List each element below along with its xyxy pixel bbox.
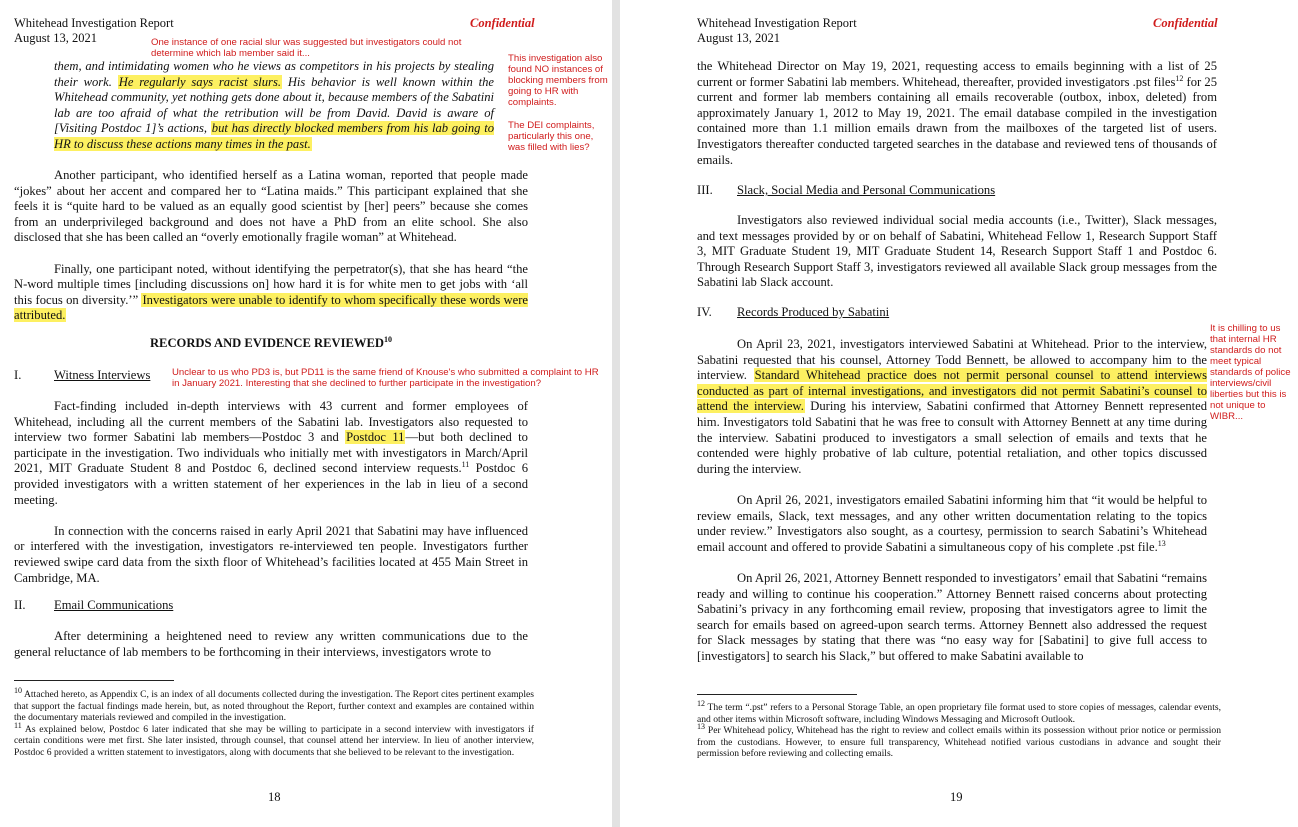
paragraph-latina: Another participant, who identified herself as a Latina woman, reported that people made “jokes” about her accent and compared her to “Latina maids.” This participant explained that she feels it is “quite hard to be valued as an equally good scientist by [her] peers” because she comes from an underprivileged background and does not have a PhD from an elite school. She also disclosed that she has been called an “overly emotionally fragile woman” at Whitehead. bbox=[14, 168, 528, 245]
footnotes-left bbox=[14, 685, 534, 759]
quote-text-1: them, and intimidating women who he views as competitors in his projects by stealing their work. bbox=[54, 59, 494, 89]
annotation-hr: This investigation also found NO instances of blocking members from going to HR with complaints. bbox=[508, 53, 608, 108]
director-text-a: the Whitehead Director on May 19, 2021, requesting access to emails beginning with a list of 25 current or former Sabatini lab members. Whitehead, thereafter, provided investigators .pst files bbox=[697, 59, 1217, 89]
paragraph-nword bbox=[14, 262, 528, 324]
body-right-top bbox=[697, 59, 1217, 184]
page-gutter bbox=[612, 0, 620, 827]
records-heading bbox=[14, 336, 528, 351]
highlight-blocked-hr: but has directly blocked members from his lab going to HR to discuss these actions many times in the past. bbox=[54, 121, 494, 151]
section-4-heading bbox=[697, 305, 889, 321]
fact-text-a: Fact-finding included in-depth interviews with 43 current and former employees of Whitehead, including all the current members of the Sabatini lab. Investigators also requested to interview two former Sabatini lab members—Postdoc 3 and bbox=[14, 399, 528, 445]
footnote-11-text: As explained below, Postdoc 6 later indicated that she may be willing to participate in a second interview with investigators if certain conditions were met first. She later insisted, through counsel, that counsel attend her interview. In lieu of another interview, Postdoc 6 provided a written statement to investigators, along with documents that she believed to be relevant to the investigation. bbox=[14, 723, 534, 758]
body-right-sabatini bbox=[697, 337, 1207, 680]
footnote-10-text: Attached hereto, as Appendix C, is an index of all documents collected during the investigation. The Report cites pertinent examples that support the factual findings made herein, but, as noted throughout the Report, further context and examples are contained within the documentary materials reviewed and compiled in the investigation. bbox=[14, 689, 534, 724]
section-2-heading bbox=[14, 598, 173, 614]
footnote-10 bbox=[14, 685, 534, 724]
document-page-19 bbox=[620, 0, 1298, 827]
annotation-dei: The DEI complaints, particularly this one, was filled with lies? bbox=[508, 120, 595, 153]
page-number: 19 bbox=[950, 790, 963, 804]
header-title: Whitehead Investigation Report bbox=[697, 16, 857, 30]
footnote-divider bbox=[697, 694, 857, 695]
header-date: August 13, 2021 bbox=[14, 31, 97, 45]
confidential-label: Confidential bbox=[1153, 16, 1218, 30]
body-left-main bbox=[14, 168, 528, 340]
header-date: August 13, 2021 bbox=[697, 31, 780, 45]
section-2-title: Email Communications bbox=[54, 598, 174, 612]
section-3-number: III. bbox=[697, 183, 713, 197]
paragraph-email: After determining a heightened need to review any written communications due to the general reluctance of lab members to be forthcoming in their interviews, investigators wrote to bbox=[14, 629, 528, 659]
footnote-13 bbox=[697, 722, 1221, 760]
footnote-13-text: Per Whitehead policy, Whitehead has the right to review and collect emails within its possession without prior notice or permission from the custodians. However, to ensure full transparency, Whitehead notified various custodians in advance and sought their permission before reviewing and collecting emails. bbox=[697, 725, 1221, 760]
paragraph-nword-text: Finally, one participant noted, without identifying the perpetrator(s), that she has heard “the N-word multiple times [including discussions on] how hard it is for white men to get jobs with ‘all this focus on diversity.’” bbox=[14, 261, 528, 307]
footnote-12 bbox=[697, 698, 1221, 725]
body-left-email bbox=[14, 629, 528, 676]
annotation-pd3: Unclear to us who PD3 is, but PD11 is the same friend of Knouse's who submitted a complaint to HR in January 2021. Interesting that she declined to further participate in the investigation? bbox=[172, 367, 599, 389]
header-title: Whitehead Investigation Report bbox=[14, 16, 174, 30]
highlight-racist-slurs: He regularly says racist slurs. bbox=[118, 74, 282, 89]
body-left-sections bbox=[14, 399, 528, 602]
quote-text-2: His behavior is well known within the Whitehead community, yet nothing gets done about it, because members of the Sabatini lab are too afraid of what the retribution will be from David. David is aware of [Visiting Postdoc 1]’s actions, bbox=[54, 74, 494, 136]
highlight-postdoc-11: Postdoc 11 bbox=[346, 430, 405, 445]
body-right-slack bbox=[697, 213, 1217, 307]
records-heading-text: RECORDS AND EVIDENCE REVIEWED bbox=[149, 336, 385, 350]
paragraph-april-26-bennett: On April 26, 2021, Attorney Bennett responded to investigators’ email that Sabatini “remains ready and willing to continue his cooperation.” Attorney Bennett raised concerns about protecting Sabatini’s privacy in any forthcoming email review, proposing that investigators agree to limit the search for emails based on agreed-upon search terms. Attorney Bennett also addressed the request for Slack messages by stating that there was “no easy way for [Sabatini] to give full access to [investigators] to search his Slack,” but offered to make Sabatini available to bbox=[697, 570, 1207, 663]
footnote-13-number: 13 bbox=[697, 722, 705, 731]
highlight-counsel: Standard Whitehead practice does not permit personal counsel to attend interviews conducted as part of internal investigations, and investigators did not permit Sabatini’s counsel to attend the interview. bbox=[697, 368, 1207, 414]
footnote-11-number: 11 bbox=[14, 720, 22, 730]
page-number: 18 bbox=[268, 790, 281, 804]
annotation-slur: One instance of one racial slur was suggested but investigators could not determine which lab member said it... bbox=[151, 37, 462, 59]
footnote-11 bbox=[14, 720, 534, 759]
apr26-text: On April 26, 2021, investigators emailed Sabatini informing him that “it would be helpful to review emails, Slack, text messages, and any other written documentation relating to the topics under review.” Investigators also sought, as a courtesy, permission to search Sabatini’s Whitehead email account and offered to provide Sabatini a simultaneous copy of his complete .pst file. bbox=[697, 492, 1207, 554]
apr23-text-b: During his interview, Sabatini confirmed that Attorney Bennett represented him. Investigators told Sabatini that he was free to consult with Attorney Bennett at any time during the interview. Sabatini produced to investigators a small selection of emails and texts that he contended were highly probative of lab culture, potential retaliation, and other topics discussed during the interview. bbox=[697, 399, 1208, 476]
footnote-ref-11: 11 bbox=[461, 460, 470, 470]
footnote-divider bbox=[14, 680, 174, 681]
director-text-b: for 25 current and former lab members containing all emails recoverable (outbox, inbox, deleted) from approximately January 1, 2012 to May 19, 2021. The email database compiled in the investigation contained more than 1.1 million emails drawn from the mailboxes of the targeted list of users. Investigators thereafter conducted targeted searches in the database and reviewed tens of thousands of emails. bbox=[697, 74, 1217, 167]
paragraph-director bbox=[697, 59, 1217, 168]
section-1-heading bbox=[14, 368, 150, 384]
paragraph-april-23 bbox=[697, 337, 1207, 477]
document-page-18 bbox=[0, 0, 612, 827]
paragraph-fact-finding bbox=[14, 399, 528, 508]
footnote-12-text: The term “.pst” refers to a Personal Storage Table, an open proprietary file format used to store copies of messages, calendar events, and other items within Microsoft software, including Windows Messaging and Microsoft Outlook. bbox=[697, 702, 1221, 725]
fact-text-c: Postdoc 6 provided investigators with a written statement of her experiences in the lab in lieu of a second meeting. bbox=[14, 461, 528, 507]
section-2-number: II. bbox=[14, 598, 26, 612]
footnote-12-number: 12 bbox=[697, 698, 705, 708]
footnote-ref-12: 12 bbox=[1175, 73, 1184, 83]
footnote-10-number: 10 bbox=[14, 685, 22, 695]
footnote-ref-10: 10 bbox=[384, 334, 393, 344]
section-1-number: I. bbox=[14, 368, 22, 382]
apr23-text-a: On April 23, 2021, investigators interviewed Sabatini at Whitehead. Prior to the interview, Sabatini requested that his counsel, Attorney Todd Bennett, be allowed to accompany him to the interview. bbox=[697, 337, 1207, 383]
paragraph-slack: Investigators also reviewed individual social media accounts (i.e., Twitter), Slack messages, and text messages provided by or on behalf of Sabatini, Whitehead Fellow 1, Research Support Staff 3, MIT Graduate Student 19, MIT Graduate Student 14, Research Support Staff 1 and Postdoc 6. Through Research Support Staff 3, investigators reviewed all available Slack group messages from the Sabatini lab Slack account. bbox=[697, 213, 1217, 290]
paragraph-april-26 bbox=[697, 493, 1207, 555]
footnotes-right bbox=[697, 698, 1221, 760]
confidential-label: Confidential bbox=[470, 16, 535, 30]
highlight-unable-identify: Investigators were unable to identify to whom specifically these words were attributed. bbox=[14, 292, 529, 323]
footnote-ref-13: 13 bbox=[1157, 538, 1166, 548]
section-1-title: Witness Interviews bbox=[54, 368, 151, 382]
quote-block bbox=[54, 59, 494, 153]
section-4-number: IV. bbox=[697, 305, 712, 319]
annotation-chilling: It is chilling to us that internal HR standards do not meet typical standards of police interviews/civil liberties but this is not unique to WIBR... bbox=[1210, 323, 1291, 422]
section-4-title: Records Produced by Sabatini bbox=[737, 305, 890, 319]
section-3-title: Slack, Social Media and Personal Communications bbox=[737, 183, 996, 197]
fact-text-b: —but both declined to participate in the investigation. Two individuals who initially met with investigators in March/April 2021, MIT Graduate Student 8 and Postdoc 6, declined second interview requests. bbox=[14, 430, 528, 476]
section-3-heading bbox=[697, 183, 995, 199]
paragraph-concerns: In connection with the concerns raised in early April 2021 that Sabatini may have influenced or interfered with the investigation, investigators re-interviewed ten people. Investigators further reviewed swipe card data from the sixth floor of Whitehead’s facilities located at 455 Main Street in Cambridge, MA. bbox=[14, 523, 528, 585]
